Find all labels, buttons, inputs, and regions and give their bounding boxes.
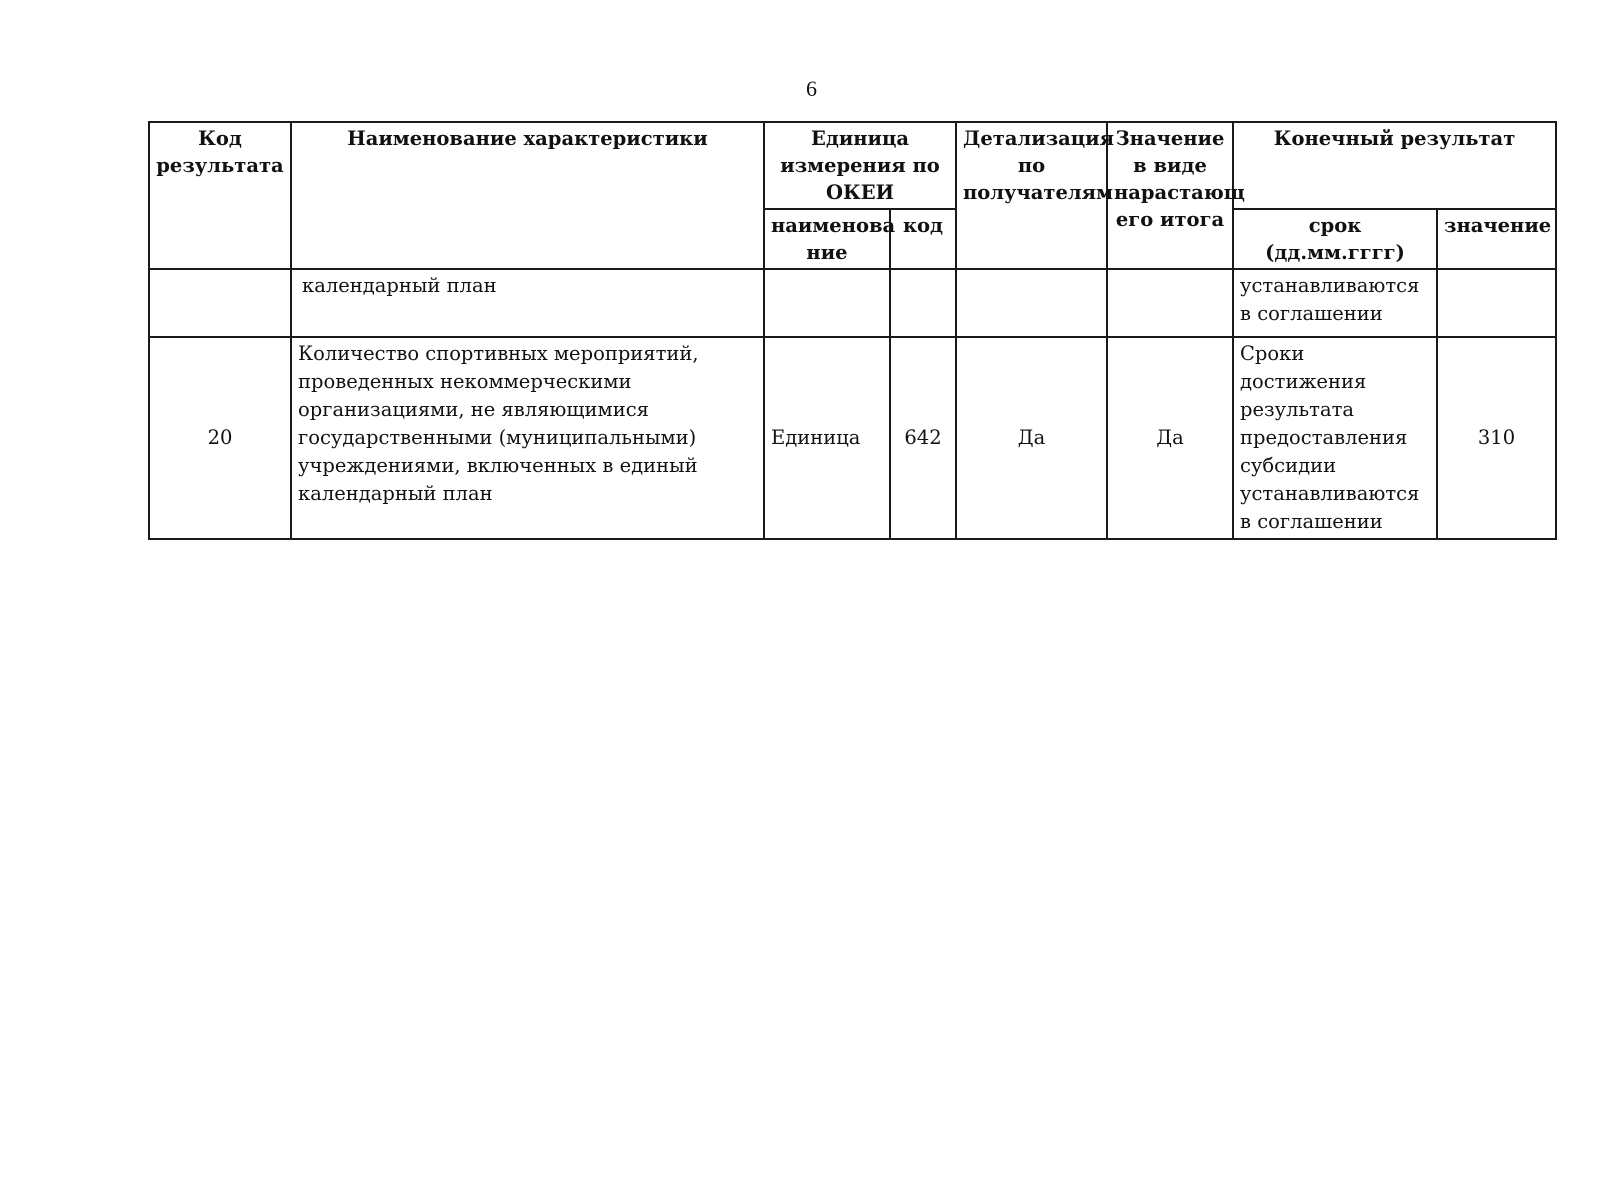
header-final-value: значение: [1437, 209, 1556, 269]
cell-term: Сроки достижения результата предоставления субсидии устанавливаются в соглашении: [1233, 337, 1437, 539]
header-code: Код результата: [149, 122, 291, 269]
header-unit-group: Единица измерения по ОКЕИ: [764, 122, 956, 209]
page-number: 6: [806, 76, 817, 101]
cell-code: [149, 269, 291, 337]
cell-detail: Да: [956, 337, 1107, 539]
cell-cumulative: Да: [1107, 337, 1233, 539]
header-row-1: [149, 122, 1556, 209]
cell-unit-code: 642: [890, 337, 956, 539]
cell-code: 20: [149, 337, 291, 539]
cell-unit-code: [890, 269, 956, 337]
cell-value: [1437, 269, 1556, 337]
header-name: Наименование характеристики: [291, 122, 764, 269]
cell-unit-name: Единица: [764, 337, 890, 539]
cell-cumulative: [1107, 269, 1233, 337]
header-final-group: Конечный результат: [1233, 122, 1556, 209]
cell-name: календарный план: [291, 269, 764, 337]
cell-name: Количество спортивных мероприятий, проведенных некоммерческими организациями, не являющимися государственными (муниципальными) учреждениями, включенных в единый календарный план: [291, 337, 764, 539]
header-final-term: срок (дд.мм.гггг): [1233, 209, 1437, 269]
cell-value: 310: [1437, 337, 1556, 539]
table-row: [149, 337, 1556, 539]
header-detail: Детализация по получателям: [956, 122, 1107, 269]
table-row: [149, 269, 1556, 337]
header-unit-code: код: [890, 209, 956, 269]
cell-unit-name: [764, 269, 890, 337]
header-cumulative: Значение в виде нарастающ его итога: [1107, 122, 1233, 269]
header-unit-name: наименова ние: [764, 209, 890, 269]
results-table: [148, 121, 1557, 540]
cell-term: устанавливаются в соглашении: [1233, 269, 1437, 337]
cell-detail: [956, 269, 1107, 337]
